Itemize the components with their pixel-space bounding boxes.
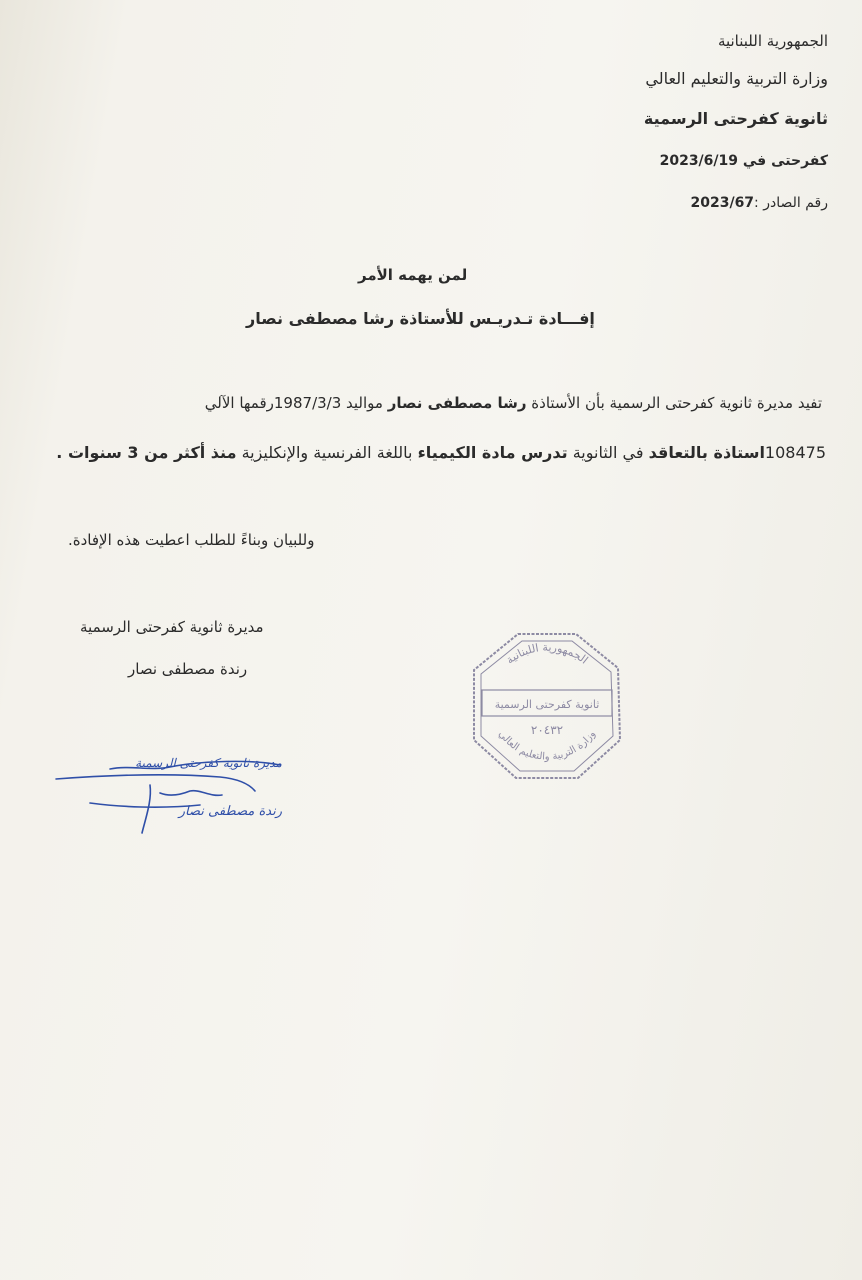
body-line-2-text-e: باللغة الفرنسية والإنكليزية [236,443,418,462]
subject-taught: تدرس مادة الكيمياء [417,443,568,462]
body-line-1 [205,392,822,414]
body-line-1-text-b: مواليد 1987/3/3رقمها الآلي [204,394,388,412]
closing-statement: وللبيان وبناءً للطلب اعطيت هذه الإفادة. [68,531,315,549]
body-line-2-text-c: في الثانوية [567,443,649,462]
country-header: الجمهورية اللبنانية [717,32,828,50]
contract-status: استاذة بالتعاقد [648,443,765,462]
signatory-name: رندة مصطفى نصار [128,660,248,678]
stamp-code: ٢٠٤٣٢ [530,723,564,737]
document-date: كفرحتى في 2023/6/19 [659,153,828,169]
teacher-name: رشا مصطفى نصار [387,394,527,412]
official-stamp [468,628,626,783]
signatory-title: مديرة ثانوية كفرحتى الرسمية [80,618,264,636]
reference-number [690,192,828,214]
school-header: ثانوية كفرحتى الرسمية [643,109,828,128]
stamp-bottom-text: وزارة التربية والتعليم العالي [496,728,598,763]
signature-line-1: مديرة ثانوية كفرحتى الرسمية [135,756,282,770]
handwritten-signature [50,745,310,840]
reference-label: رقم الصادر : [754,195,828,211]
stamp-top-text: الجمهورية اللبنانية [503,640,591,667]
reference-value: 2023/67 [690,195,755,211]
to-whom-heading: لمن يهمه الأمر [358,266,468,284]
employee-number: 108475 [764,443,826,462]
teaching-duration: منذ أكثر من 3 سنوات . [56,443,237,462]
subject-heading: إفـــادة تـدريـس للأستاذة رشا مصطفى نصار [246,309,595,328]
stamp-center-text: ثانوية كفرحتى الرسمية [494,698,600,711]
ministry-header: وزارة التربية والتعليم العالي [645,69,828,88]
body-line-2 [56,442,826,464]
body-line-1-text-a: تفيد مديرة ثانوية كفرحتى الرسمية بأن الأستاذة [526,394,822,412]
signature-line-2: رندة مصطفى نصار [178,804,282,819]
